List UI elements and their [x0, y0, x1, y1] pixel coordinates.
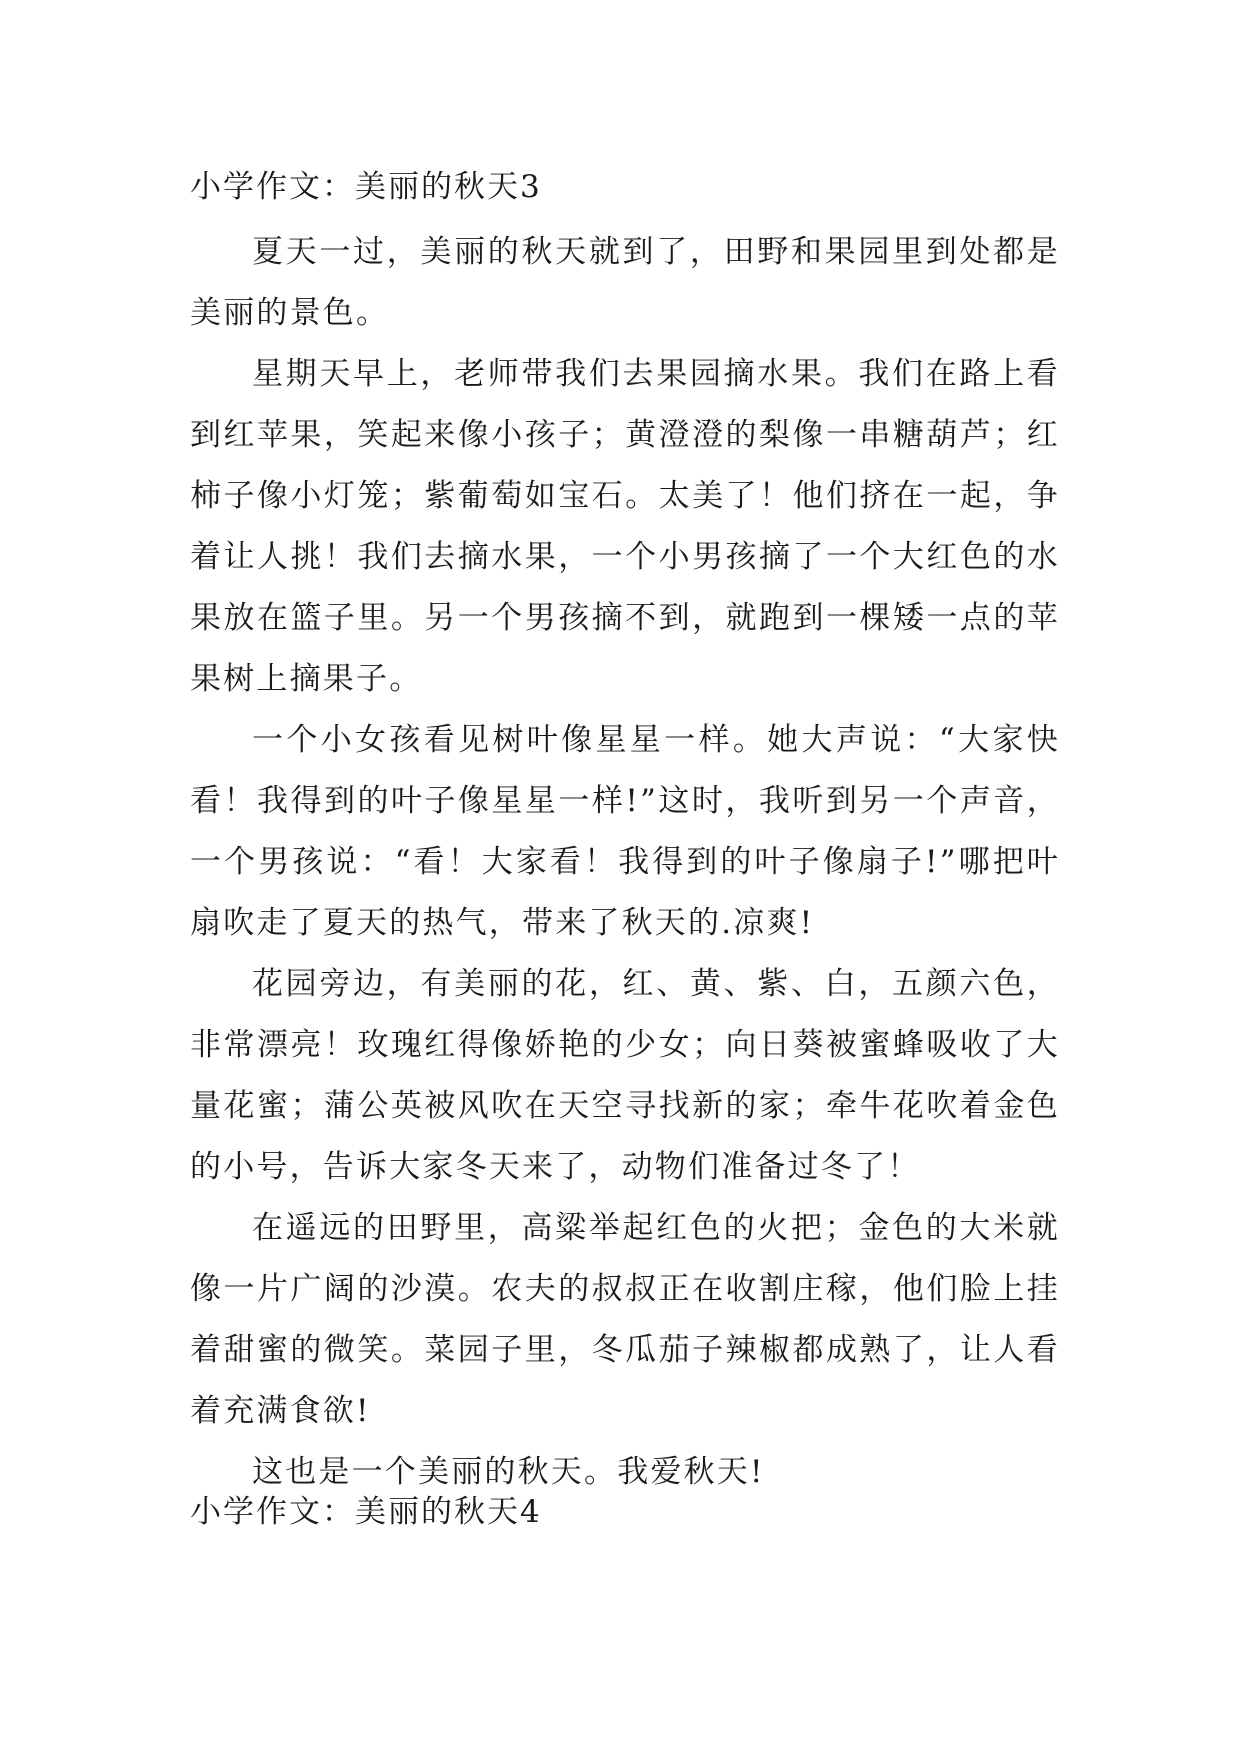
essay-4-title: 小学作文：美丽的秋天4 [190, 1494, 542, 1530]
essay-3-body [190, 222, 1060, 1503]
essay-3-paragraph-1: 夏天一过，美丽的秋天就到了，田野和果园里到处都是美丽的景色。 [190, 234, 1060, 331]
essay-3-paragraph-3: 一个小女孩看见树叶像星星一样。她大声说：“大家快看！我得到的叶子像星星一样!”这时，我听到另一个声音，一个男孩说：“看！大家看！我得到的叶子像扇子!”哪把叶扇吹走了夏天的热气，带来了秋天的.凉爽! [190, 722, 1060, 941]
essay-3-paragraph-5: 在遥远的田野里，高粱举起红色的火把；金色的大米就像一片广阔的沙漠。农夫的叔叔正在收割庄稼，他们脸上挂着甜蜜的微笑。菜园子里，冬瓜茄子辣椒都成熟了，让人看着充满食欲! [190, 1210, 1060, 1429]
essay-3-paragraph-4: 花园旁边，有美丽的花，红、黄、紫、白，五颜六色，非常漂亮！玫瑰红得像娇艳的少女；向日葵被蜜蜂吸收了大量花蜜；蒲公英被风吹在天空寻找新的家；牵牛花吹着金色的小号，告诉大家冬天来了，动物们准备过冬了！ [190, 966, 1060, 1185]
essay-3-paragraph-6: 这也是一个美丽的秋天。我爱秋天! [252, 1454, 765, 1490]
essay-3-paragraph-2: 星期天早上，老师带我们去果园摘水果。我们在路上看到红苹果，笑起来像小孩子；黄澄澄的梨像一串糖葫芦；红柿子像小灯笼；紫葡萄如宝石。太美了！他们挤在一起，争着让人挑！我们去摘水果，一个小男孩摘了一个大红色的水果放在篮子里。另一个男孩摘不到，就跑到一棵矮一点的苹果树上摘果子。 [190, 356, 1060, 697]
essay-3-title: 小学作文：美丽的秋天3 [190, 169, 542, 205]
